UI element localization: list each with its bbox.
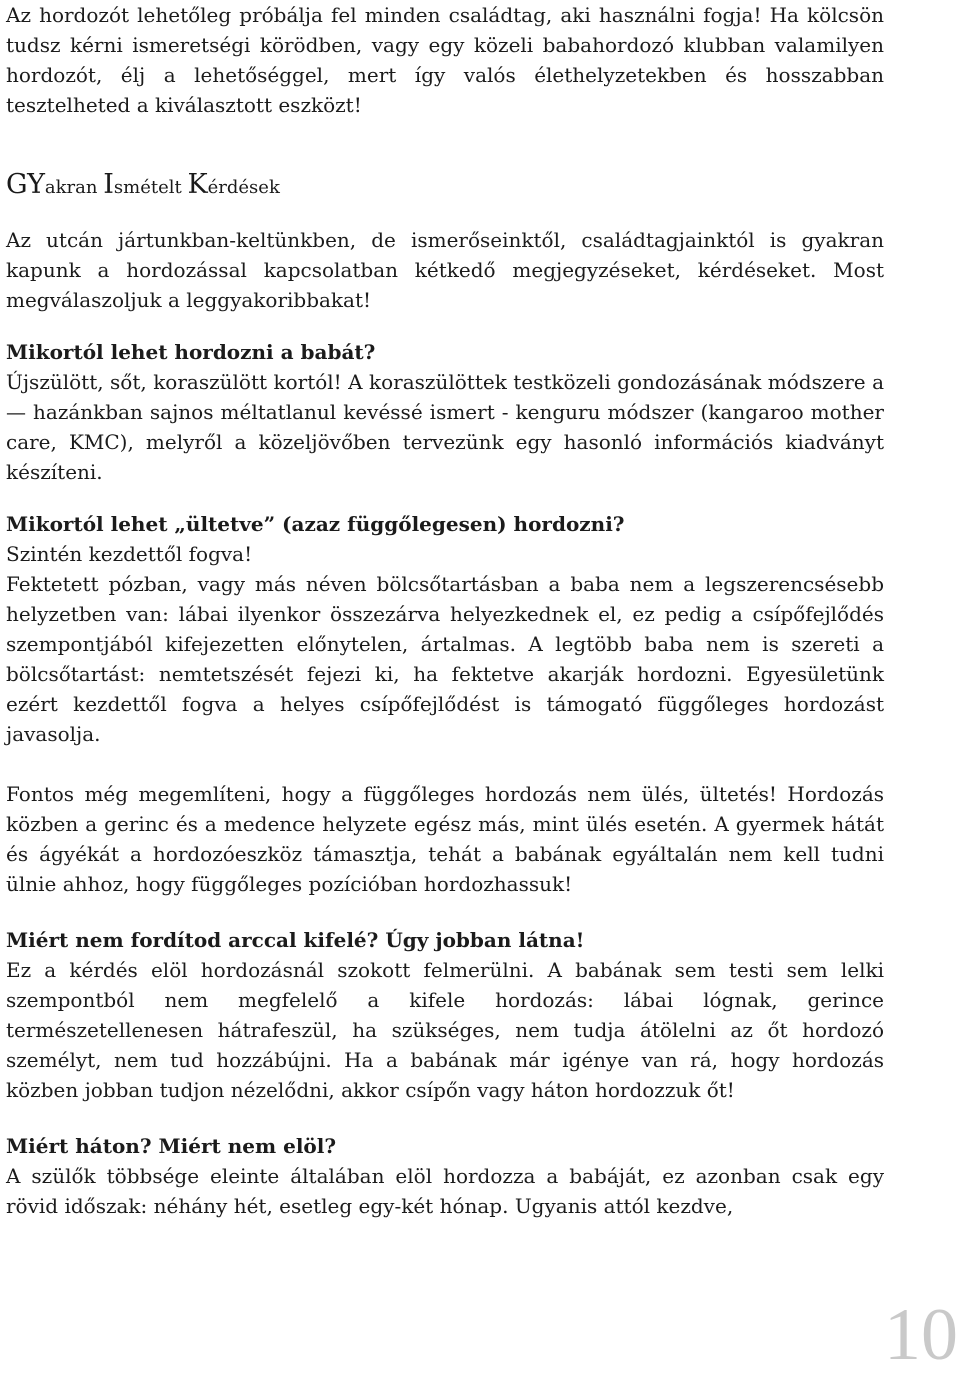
faq-answer-2-paragraph: Fektetett pózban, vagy más néven bölcsőtartásban a baba nem a legszerencsésebb helyzetben van: lábai ilyenkor összezárva helyezkednek el, ez pedig a csípőfejlődés szempontjából kifejezetten előnytelen, ártalmas. A legtöbb baba nem is szereti a bölcsőtartást: nemtetszését fejezi ki, ha fektetve akarják hordozni. Egyesületünk ezért kezdettől fogva a helyes csípőfejlődést is támogató függőleges hordozást javasolja. — [6, 572, 884, 746]
title-initial-i: I — [103, 169, 114, 200]
title-initial-k: K — [187, 169, 208, 200]
faq-answer-4: A szülők többsége eleinte általában elöl hordozza a babáját, ez azonban csak egy rövid időszak: néhány hét, esetleg egy-két hónap. Ugyanis attól kezdve, — [6, 1164, 884, 1218]
document-page — [6, 0, 884, 1221]
intro-paragraph: Az hordozót lehetőleg próbálja fel minden családtag, aki használni fogja! Ha kölcsön tudsz kérni ismeretségi körödben, vagy egy közeli babahordozó klubban valamilyen hordozót, élj a lehetőséggel, mert így valós élethelyzetekben és hosszabban tesztelheted a kiválasztott eszközt! — [6, 3, 884, 117]
title-initial-y: Y — [27, 169, 45, 200]
faq-question-2: Mikortól lehet „ültetve” (azaz függőlegesen) hordozni? — [6, 512, 625, 536]
faq-question-3: Miért nem fordítod arccal kifelé? Úgy jobban látna! — [6, 928, 585, 952]
faq-question-4: Miért háton? Miért nem elöl? — [6, 1134, 337, 1158]
title-initial-g: G — [6, 169, 28, 200]
section-title — [6, 169, 884, 203]
faq-answer-2-paragraph-2: Fontos még megemlíteni, hogy a függőleges hordozás nem ülés, ültetés! Hordozás közben a gerinc és a medence helyzete egész más, mint ülés esetén. A gyermek hátát és ágyékát a hordozóeszköz támasztja, tehát a babának egyáltalán nem kell tudni ülnie ahhoz, hogy függőleges pozícióban hordozhassuk! — [6, 782, 884, 896]
faq-answer-2-lead: Szintén kezdettől fogva! — [6, 542, 253, 566]
faq-question-1: Mikortól lehet hordozni a babát? — [6, 340, 376, 364]
title-word-2-rest: smételt — [113, 177, 188, 198]
faq-answer-1: Újszülött, sőt, koraszülött kortól! A koraszülöttek testközeli gondozásának módszere a — hazánkban sajnos méltatlanul kevéssé ismert - kenguru módszer (kangaroo mother care, KMC), melyről a közeljövőben tervezünk egy hasonló információs kiadványt készíteni. — [6, 370, 884, 484]
section-intro-paragraph: Az utcán jártunkban-keltünkben, de ismerőseinktől, családtagjainktól is gyakran kapunk a hordozással kapcsolatban kétkedő megjegyzéseket, kérdéseket. Most megválaszoljuk a leggyakoribbakat! — [6, 228, 884, 312]
faq-answer-3: Ez a kérdés elöl hordozásnál szokott felmerülni. A babának sem testi sem lelki szempontból nem megfelelő a kifele hordozás: lábai lógnak, gerince természetellenesen hátrafeszül, ha szükséges, nem tudja átölelni az őt hordozó személyt, nem tud hozzábújni. Ha a babának már igénye van rá, hogy hordozás közben jobban tudjon nézelődni, akkor csípőn vagy háton hordozzuk őt! — [6, 958, 884, 1102]
page-number: 10 — [884, 1294, 958, 1376]
title-word-1-rest: akran — [44, 177, 104, 198]
title-word-3-rest: érdések — [207, 177, 280, 198]
